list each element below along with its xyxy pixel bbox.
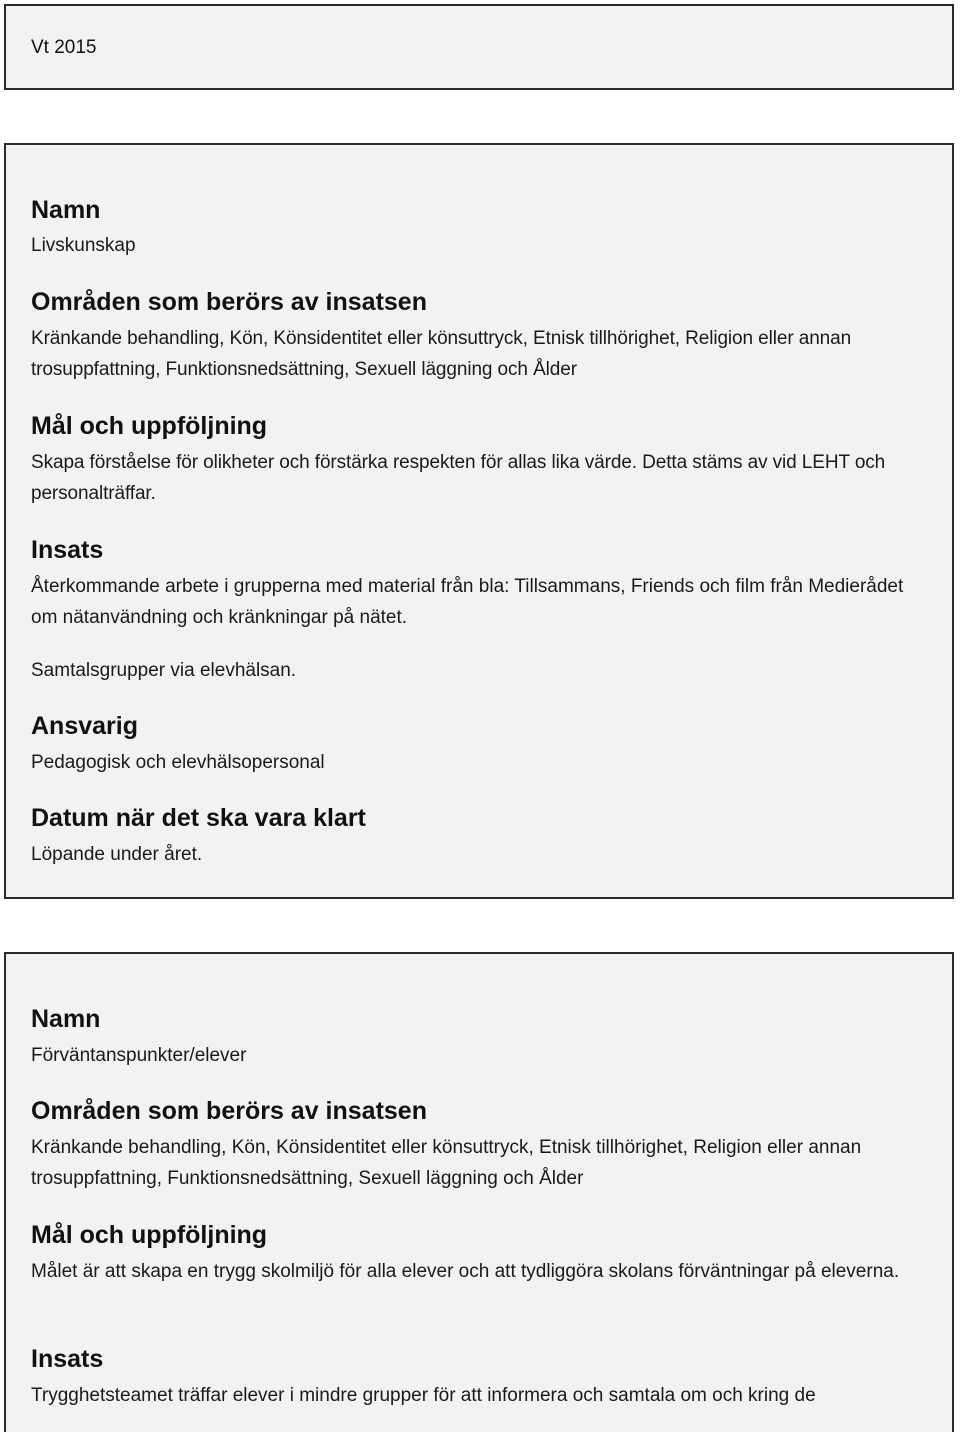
insats-text: Återkommande arbete i grupperna med material från bla: Tillsammans, Friends och film från Medierådet om nätanvändning och kränkningar på nätet. xyxy=(31,576,904,628)
term-label: Vt 2015 xyxy=(31,37,97,58)
namn-heading: Namn xyxy=(31,1005,101,1033)
mal-heading: Mål och uppföljning xyxy=(31,1221,268,1249)
omraden-text: Kränkande behandling, Kön, Könsidentitet eller könsuttryck, Etnisk tillhörighet, Religion eller annan trosuppfattning, Funktionsnedsättning, Sexuell läggning och Ålder xyxy=(31,1137,862,1189)
ansvarig-heading: Ansvarig xyxy=(31,712,138,740)
omraden-heading: Områden som berörs av insatsen xyxy=(31,288,427,316)
insats-card-livskunskap xyxy=(4,143,954,899)
datum-text: Löpande under året. xyxy=(31,844,203,865)
omraden-text: Kränkande behandling, Kön, Könsidentitet eller könsuttryck, Etnisk tillhörighet, Religion eller annan trosuppfattning, Funktionsnedsättning, Sexuell läggning och Ålder xyxy=(31,328,852,380)
omraden-heading: Områden som berörs av insatsen xyxy=(31,1097,427,1125)
mal-text: Målet är att skapa en trygg skolmiljö för alla elever och att tydliggöra skolans förväntningar på eleverna. xyxy=(31,1261,900,1282)
insats-text: Trygghetsteamet träffar elever i mindre grupper för att informera och samtala om och kring de xyxy=(31,1385,816,1406)
insats-text-extra: Samtalsgrupper via elevhälsan. xyxy=(31,660,297,681)
insats-card-forvantanspunkter xyxy=(4,952,954,1432)
header-box xyxy=(4,4,954,90)
datum-heading: Datum när det ska vara klart xyxy=(31,804,366,832)
mal-heading: Mål och uppföljning xyxy=(31,412,268,440)
insats-heading: Insats xyxy=(31,1345,104,1373)
insats-heading: Insats xyxy=(31,536,104,564)
namn-value: Förväntanspunkter/elever xyxy=(31,1045,247,1066)
namn-value: Livskunskap xyxy=(31,235,136,256)
ansvarig-text: Pedagogisk och elevhälsopersonal xyxy=(31,752,325,773)
namn-heading: Namn xyxy=(31,196,101,224)
mal-text: Skapa förståelse för olikheter och förstärka respekten för allas lika värde. Detta stäms av vid LEHT och personalträffar. xyxy=(31,452,886,504)
